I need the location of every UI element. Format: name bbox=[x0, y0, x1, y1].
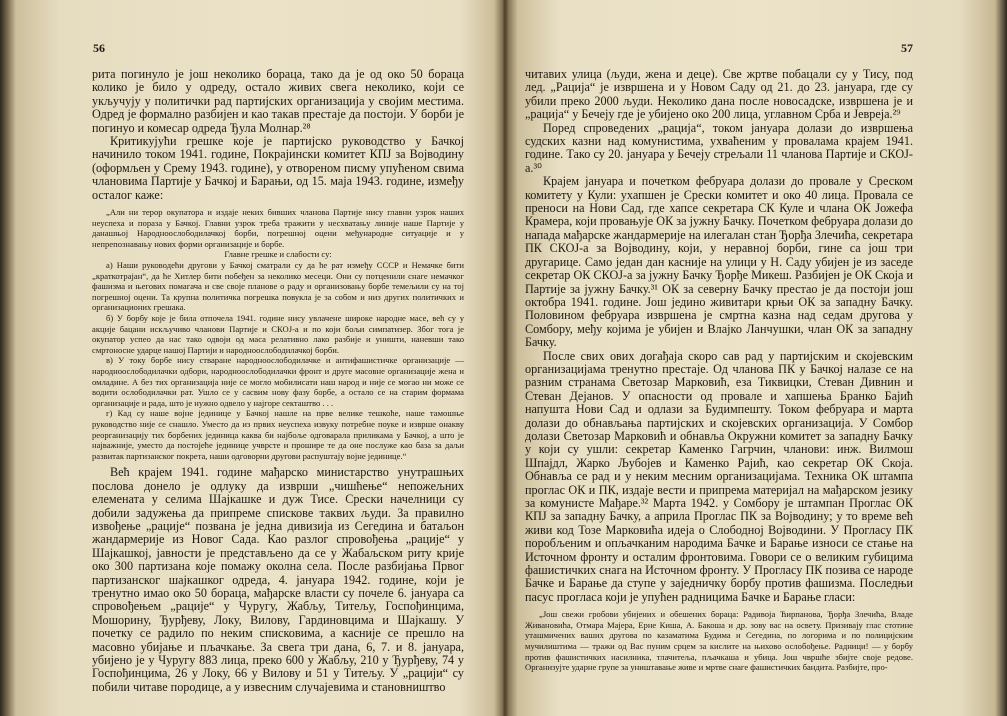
quotation-paragraph: г) Кад су наше војне јединице у Бачкој нашле на прве велике тешкоће, наше тамошње руководство није се снашло. Уместо да из првих неуспеха извуку потребне поуке и изврше онакву реорганизацију тих борбених јединица каква би најбоље одговарала приликама у Бачкој, а што је најважније, уместо да постојеће јединице учврсте и прошире те да оне послуже као база за даљи развитак партизанског покрета, наши одговорни другови распуштају војне јединице.“ bbox=[92, 408, 464, 461]
quotation-paragraph: „Али ни терор окупатора и издаје неких бивших чланова Партије нису главни узрок наших неуспеха и пораза у Бачкој. Главни узрок треба тражити у несхватању линије наше Партије у данашњој Народноослободилачкој борби, погрешној оцени међународне ситуације и у непрепознавању нових форми организације и борбе. bbox=[92, 207, 464, 249]
quotation-paragraph: Главне грешке и слабости су: bbox=[224, 249, 332, 260]
text-column bbox=[525, 68, 913, 673]
quotation-paragraph: а) Наши руководећи другови у Бачкој сматрали су да ће рат између СССР и Немачке бити „краткотрајан“, да ће Хитлер бити побеђен за неколико месеци. Они су потценили снаге немачког фашизма и његових помагача и све своје планове о раду и организовању борбе темељили су на тој погрешној оцени. Та крупна политичка погрешка повукла је за собом и низ других политичких и организационих грешака. bbox=[92, 260, 464, 313]
body-paragraph: Већ крајем 1941. године мађарско министарство унутрашњих послова донело је одлуку да изврши „чишћење“ непожељних елемената у селима Шајкашке и дуж Тисе. Срески начелници су добили задужења да припреме спискове таквих људи. За правилно извођење „рације“ позвана је једна дивизија из Сегедина и батаљон жандармерије из Новог Сада. Као разлог спровођења „рације“ у Шајкашкој, јавности је представљено да се у Жабаљском риту крије око 300 партизана које помажу околна села. После разбијања Првог партизанског шајкашког одреда, 4. јануара 1942. године, који је тренутно имао око 50 бораца, мађарске власти су почеле 6. јануара са спровођењем „рације“ у Чуругу, Жабљу, Титељу, Госпођинцима, Мошорину, Ђурђеву, Локу, Вилову, Гардиновцима и Шајкашу. У почетку се радило по неким списковима, а касније се прешло на масовно убијање и пљачкање. За свега три дана, 6, 7. и 8. јануара, убијено је у Чуругу 883 лица, преко 600 у Жабљу, 210 у Ђурђеву, 74 у Госпођинцима, 26 у Локу, 66 у Вилову и 51 у Титељу. У „рацији“ су побили читаве породице, а у извесним случајевима и становништво bbox=[92, 465, 464, 694]
body-paragraph: После свих ових догађаја скоро сав рад у партијским и скојевским организацијама тренутно престаје. Од чланова ПК у Бачкој налазе се на разним странама Светозар Марковић, еза Тиквицки, Стеван Дивнин и Стеван Дејанов. У опасности од провале и хапшења Бранко Бајић напушта Нови Сад и одлази за Будимпешту. Током фебруара и марта долази до обнављања партијских и скојевских организација. У Сомбор долази Светозар Марковић и обнавља Окружни комитет за западну Бачку у који су ушли: секретар Каменко Гагрчин, чланови: инж. Вилмош Шпајдл, Жарко Љубојев и Каменко Рајић, као секретар ОК Скоја. Обнавља се рад и у неким месним организацијама. Техника ОК штампа проглас ОК и ПК, издаје вести и припрема материјал на мађарском језику за комунисте Мађаре.³² Марта 1942. у Сомбору је штампан Проглас ОК КПЈ за западну Бачку, а априла Проглас ПК за Војводину; у то време већ живи код Тозе Марковића идеја о Слободној Војводини. У Прогласу ПК поробљеним и опљачканим народима Бачке и Барање износи се стање на Источном фронту и осталим фронтовима. Говори се о великим губицима фашистичких снага на Источном фронту. У Прогласу ПК позива се народе Бачке и Барање да ступе у заједничку борбу против фашизма. Последњи пасус прогласа који је упућен радницима Бачке и Барање гласи: bbox=[525, 348, 913, 604]
quotation-paragraph: „Још свежи гробови убијених и обешених бораца: Радивоја Ћирпанова, Ђорђа Злечића, Владе Живановића, Отмара Мајера, Ерне Киша, А. Бакоша и др. зову вас на освету. Призивају глас стотине уташмичених ваших другова по казаматима Будима и Сегедина, по логорима и по полицијским мучилиштима — тражи од Вас пуним срцем за кислите на њихово ослобођење. Радници! — у борбу против фашистичких насилника, тлачитеља, пљачкаша и убица. Још чвршће збијте своје редове. Организујте ударне групе за уништавање живе и мртве снаге фашистичких бандита. Разбијте, про- bbox=[525, 609, 913, 673]
body-paragraph: рита погинуло је још неколико бораца, тако да је од око 50 бораца колико је било у одреду, остало живих свега неколико, који се укључују у политички рад партијских организација у својим местима. Одред је формално разбијен и као такав престаје да постоји. У борби је погинуо и комесар одреда Ђула Молнар.²⁸ bbox=[92, 67, 464, 135]
text-column bbox=[92, 68, 464, 694]
quotation-paragraph: в) У току борбе нису стваране народноослободилачке и антифашистичке организације — народноослободилачки одбори, народноослободилачки фронт и друге масовне организације жена и омладине. А без тих организација није се могло мобилисати наш народ и није се могао ни може се водити ослободилачки рат. Ушло се у сасвим нову фазу борбе, а остало се на старим формама организације и рада, што је нужно одвело у најгоре секташтво . . . bbox=[92, 355, 464, 408]
quotation-paragraph: б) У борбу које је била отпочела 1941. године нису увлачене широке народне масе, већ су у акције бацани искључиво чланови Партије и СКОЈ-а и по који бољи симпатизер. Због тога је окупатор успео да нас тако одвоји од маса релативно лако разбије и уништи, наневши тако смртоносне ударце нашој Партији и народноослободилачкој борби. bbox=[92, 313, 464, 355]
body-paragraph: Крајем јануара и почетком фебруара долази до провале у Среском комитету у Кули: ухапшен је Срески комитет и око 40 лица. Провала се преноси на Нови Сад, где хапсе секретара СК Куле и члана ОК Јожефа Крамера, који провањује ОК за јужну Бачку. Почетком фебруара долази до напада мађарске жандармерије на илегалан стан Ђорђа Злечића, секретара ПК СКОЈ-а за Војводину, који, у неравној борби, гине са још три другарице. Само један дан касније на улици у Н. Саду убијен је из заседе секретар ОК СКОЈ-а за јужну Бачку Ђорђе Микеш. Разбијен је ОК Скоја и Партије за јужну Бачку.³¹ ОК за северну Бачку престао је да постоји још октобра 1941. године. Још једино живитари крњи ОК за западну Бачку. Половином фебруара извршена је смртна казна над седам другова у Сомбору, међу којима је убијен и Влајко Ланчушки, члан ОК за западну Бачку. bbox=[525, 174, 914, 350]
body-paragraph: Поред спроведених „рација“, током јануара долази до извршења судских казни над комунистима, ухваћеним у провалама крајем 1941. године. Тако су 20. јануара у Бечеју стрељали 11 чланова Партије и СКОЈ-а.³⁰ bbox=[525, 120, 913, 175]
right-page bbox=[505, 0, 1007, 716]
page-number: 56 bbox=[93, 41, 105, 55]
body-paragraph: Критикујући грешке које је партијско руководство у Бачкој начинило током 1941. године, Покрајински комитет КПЈ за Војводину (оформљен у Срему 1943. године), у отвореном писму упућеном свима члановима Партије у Бачкој и Барањи, од 15. маја 1943. године, између осталог каже: bbox=[92, 134, 464, 202]
page-number: 57 bbox=[901, 41, 913, 55]
body-paragraph: читавих улица (људи, жена и деце). Све жртве побацали су у Тису, под лед. „Рација“ је извршена и у Новом Саду од 21. до 23. јануара, где су убили преко 2000 људи. Неколико дана после новосадске, извршена је и „рација“ у Бечеју где је убијено око 200 лица, углавном Срба и Јевреја.²⁹ bbox=[525, 67, 913, 122]
